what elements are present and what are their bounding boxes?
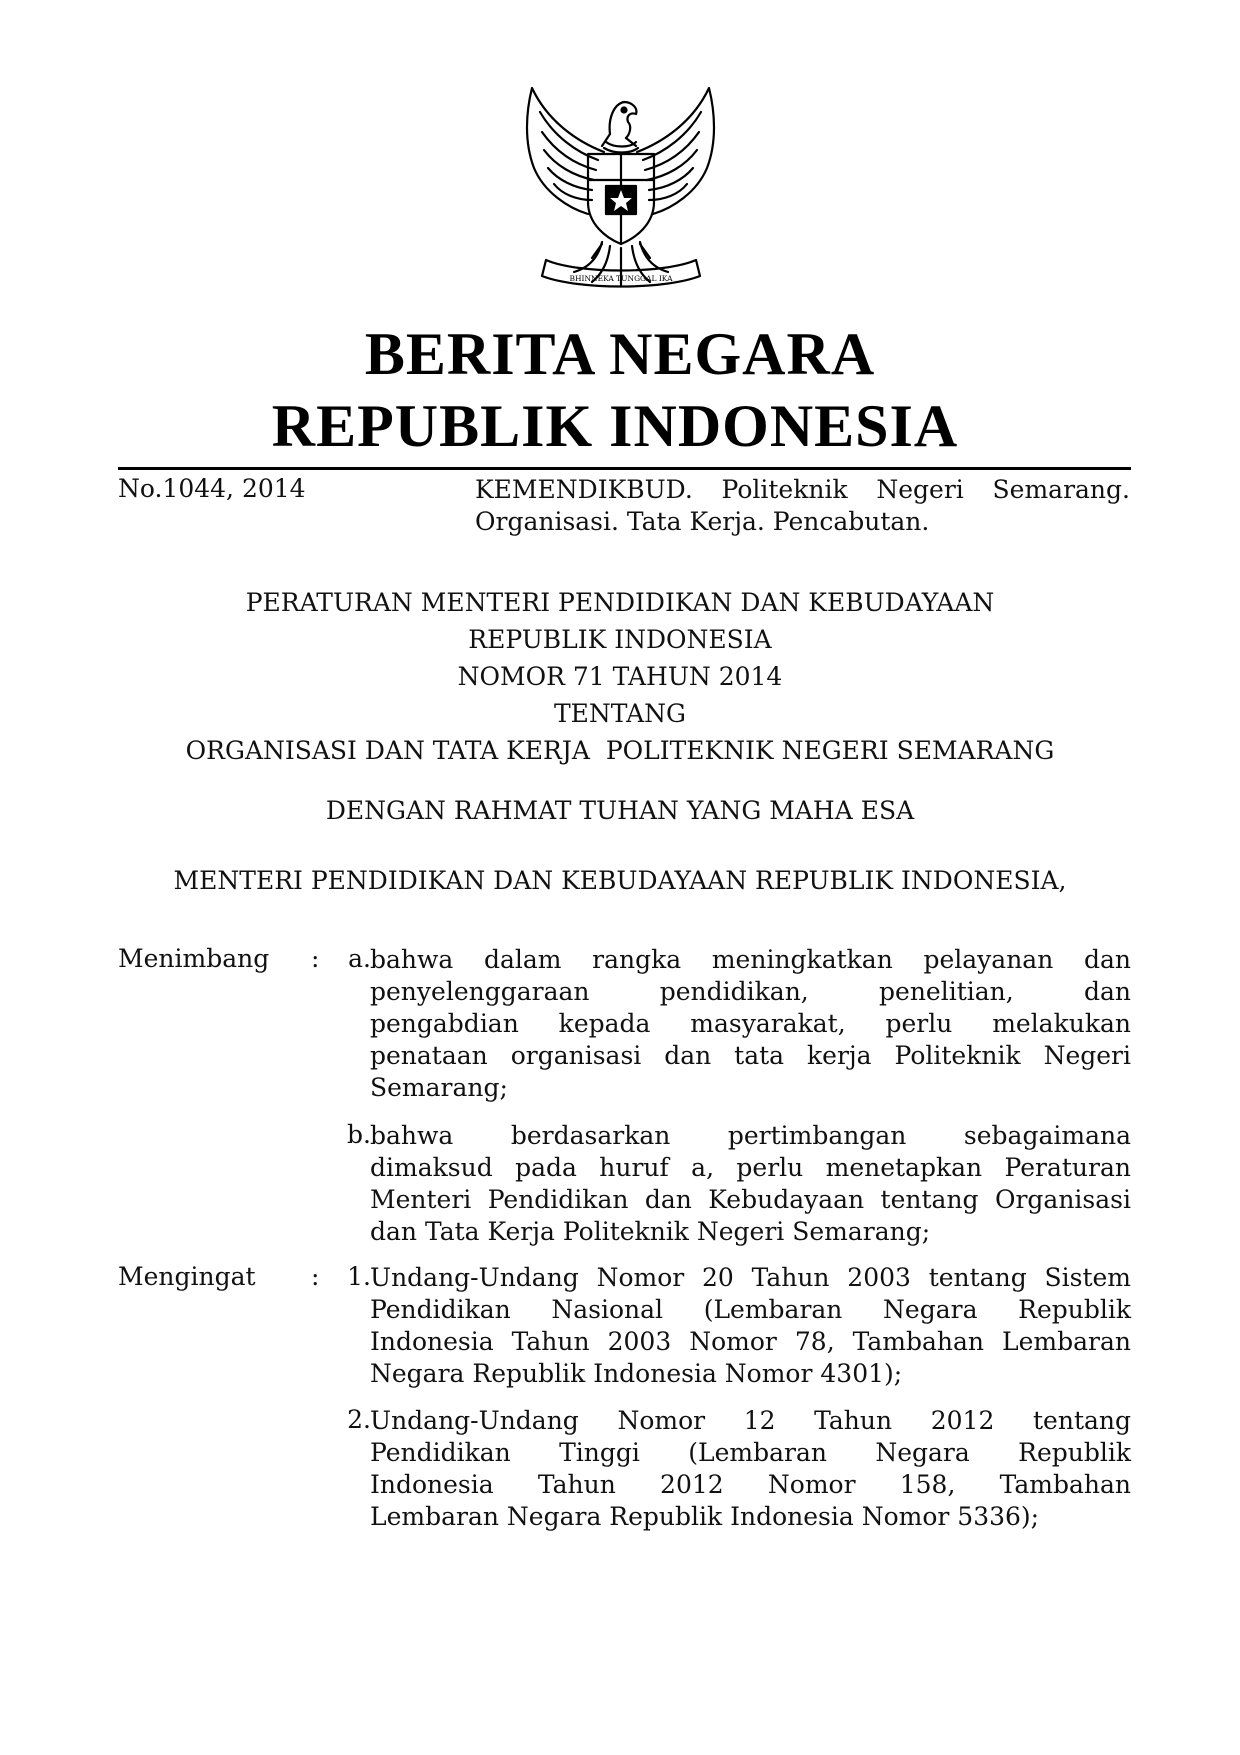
mengingat-marker-2: 2. <box>347 1405 371 1434</box>
regulation-title <box>0 584 1240 769</box>
issue-topic-line2: Organisasi. Tata Kerja. Pencabutan. <box>475 507 930 536</box>
title-line2: REPUBLIK INDONESIA <box>468 625 772 654</box>
menimbang-b-line: Menteri Pendidikan dan Kebudayaan tentang Organisasi <box>370 1185 1131 1214</box>
menimbang-label: Menimbang <box>118 944 270 973</box>
mengingat-2-line: Lembaran Negara Republik Indonesia Nomor 5336); <box>370 1502 1040 1531</box>
mengingat-item-2 <box>370 1405 1131 1533</box>
mengingat-label: Mengingat <box>118 1262 256 1291</box>
masthead-line1: BERITA NEGARA <box>364 321 876 387</box>
menimbang-b-line: bahwa berdasarkan pertimbangan sebagaimana <box>370 1121 1131 1150</box>
menimbang-a-line: penyelenggaraan pendidikan, penelitian, dan <box>370 977 1131 1006</box>
mengingat-1-line: Indonesia Tahun 2003 Nomor 78, Tambahan Lembaran <box>370 1327 1131 1356</box>
menimbang-colon: : <box>311 944 320 973</box>
mengingat-2-line: Pendidikan Tinggi (Lembaran Negara Republik <box>370 1438 1131 1467</box>
menimbang-a-line: penataan organisasi dan tata kerja Politeknik Negeri <box>370 1041 1131 1070</box>
menimbang-marker-b: b. <box>347 1120 371 1149</box>
issue-number: No.1044, 2014 <box>118 474 306 503</box>
mengingat-2-line: Indonesia Tahun 2012 Nomor 158, Tambahan <box>370 1470 1131 1499</box>
menimbang-a-line: Semarang; <box>370 1073 508 1102</box>
title-line3: NOMOR 71 TAHUN 2014 <box>457 662 783 691</box>
mengingat-2-line: Undang-Undang Nomor 12 Tahun 2012 tentang <box>370 1406 1131 1435</box>
masthead-divider <box>118 467 1131 470</box>
garuda-pancasila-emblem-icon <box>518 82 723 300</box>
mengingat-marker-1: 1. <box>347 1262 371 1291</box>
title-line1: PERATURAN MENTERI PENDIDIKAN DAN KEBUDAYAAN <box>245 588 995 617</box>
menimbang-b-line: dan Tata Kerja Politeknik Negeri Semarang; <box>370 1217 931 1246</box>
preamble: DENGAN RAHMAT TUHAN YANG MAHA ESA <box>325 796 915 825</box>
menimbang-item-b <box>370 1120 1131 1248</box>
title-line5: ORGANISASI DAN TATA KERJA POLITEKNIK NEGERI SEMARANG <box>185 736 1055 765</box>
mengingat-1-line: Negara Republik Indonesia Nomor 4301); <box>370 1359 903 1388</box>
minister-heading: MENTERI PENDIDIKAN DAN KEBUDAYAAN REPUBLIK INDONESIA, <box>173 866 1067 895</box>
menimbang-item-a <box>370 944 1131 1104</box>
mengingat-1-line: Pendidikan Nasional (Lembaran Negara Republik <box>370 1295 1131 1324</box>
menimbang-b-line: dimaksud pada huruf a, perlu menetapkan Peraturan <box>370 1153 1131 1182</box>
title-line4: TENTANG <box>553 699 686 728</box>
issue-topic-line1: KEMENDIKBUD. Politeknik Negeri Semarang. <box>475 475 1130 504</box>
mengingat-1-line: Undang-Undang Nomor 20 Tahun 2003 tentang Sistem <box>370 1263 1131 1292</box>
menimbang-a-line: bahwa dalam rangka meningkatkan pelayanan dan <box>370 945 1131 974</box>
issue-topic <box>475 474 1130 538</box>
motto-text: BHINNEKA TUNGGAL IKA <box>569 274 673 283</box>
menimbang-a-line: pengabdian kepada masyarakat, perlu melakukan <box>370 1009 1131 1038</box>
masthead <box>0 318 1240 462</box>
mengingat-colon: : <box>311 1262 320 1291</box>
menimbang-marker-a: a. <box>348 944 371 973</box>
mengingat-item-1 <box>370 1262 1131 1390</box>
masthead-line2: REPUBLIK INDONESIA <box>271 393 959 459</box>
